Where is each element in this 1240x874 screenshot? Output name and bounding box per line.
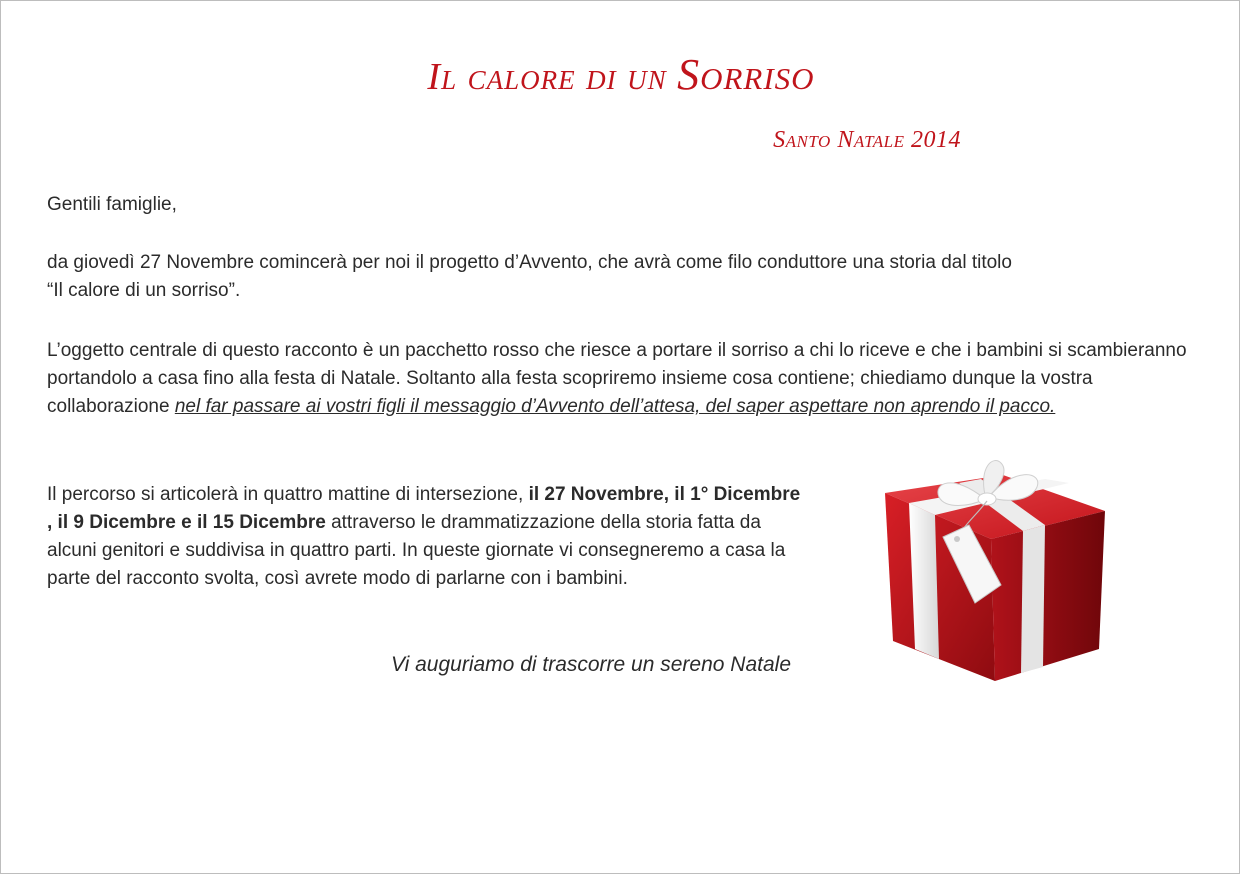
- schedule-intro: Il percorso si articolerà in quattro mattine di intersezione,: [47, 484, 529, 505]
- subtitle: Santo Natale 2014: [773, 127, 961, 153]
- object-text: L’oggetto centrale di questo racconto è un pacchetto rosso che riesce a portare il sorriso a chi lo riceve e che i bambini si scambieranno portandolo a casa fino alla festa di Natale. Soltanto alla festa scopriremo insieme cosa contiene; chiediamo dunque la vostra collaborazione: [47, 340, 1187, 417]
- gift-box-image: [873, 453, 1117, 685]
- gift-side: [991, 511, 1105, 681]
- ribbon-side: [1021, 525, 1045, 673]
- greeting: Gentili famiglie,: [47, 194, 177, 215]
- bow-knot: [978, 493, 996, 505]
- object-emphasis: nel far passare ai vostri figli il messaggio d’Avvento dell’attesa, del saper aspettare non aprendo il pacco.: [174, 396, 1056, 417]
- closing-wish: Vi auguriamo di trascorre un sereno Natale: [391, 653, 791, 676]
- paragraph-object: [47, 337, 1197, 421]
- title-emphasis: Sorriso: [677, 50, 815, 99]
- paragraph-schedule: [47, 481, 807, 593]
- schedule-rest: attraverso le drammatizzazione della storia fatta da alcuni genitori e suddivisa in quattro parti. In queste giornate vi consegneremo a casa la parte del racconto svolta, così avrete modo di parlarne con i bambini.: [47, 512, 786, 589]
- title-text: Il calore di un: [427, 56, 678, 98]
- intro-line-2: “Il calore di un sorriso”.: [47, 280, 241, 301]
- page-title: [1, 49, 1240, 100]
- schedule-dates: il 27 Novembre, il 1° Dicembre , il 9 Dicembre e il 15 Dicembre: [47, 484, 801, 533]
- gift-tag-hole: [954, 536, 960, 542]
- paragraph-intro: [47, 249, 1197, 305]
- intro-line-1: da giovedì 27 Novembre comincerà per noi il progetto d’Avvento, che avrà come filo conduttore una storia dal titolo: [47, 252, 1012, 273]
